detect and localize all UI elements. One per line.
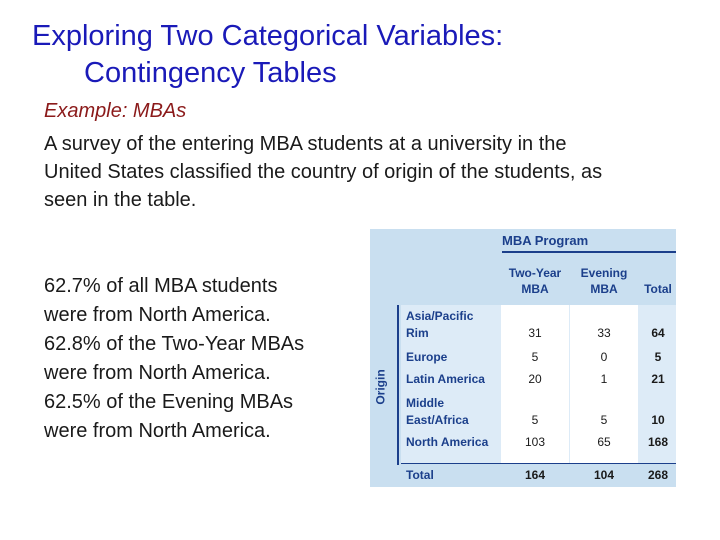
table-row: [406, 349, 676, 365]
finding-line: were from North America.: [44, 362, 271, 384]
table-row: [406, 395, 676, 411]
finding-line: were from North America.: [44, 304, 271, 326]
finding-line: were from North America.: [44, 420, 271, 442]
row-label: Latin America: [406, 372, 485, 386]
slide-title-line-1: Exploring Two Categorical Variables:: [32, 20, 504, 52]
finding-line: 62.5% of the Evening MBAs: [44, 391, 294, 413]
table-row: [406, 412, 676, 428]
table-program-header: MBA Program: [502, 233, 589, 248]
row-label: Asia/Pacific: [406, 309, 474, 323]
column-header-line: MBA: [590, 282, 618, 296]
row-label: Middle: [406, 396, 444, 410]
cell-two-year: 5: [531, 350, 539, 364]
row-label: Rim: [406, 326, 429, 340]
slide-title: [32, 18, 503, 92]
table-row: [406, 325, 676, 341]
finding-line: 62.8% of the Two-Year MBAs: [44, 333, 305, 355]
column-header-line: Two-Year: [508, 266, 562, 280]
origin-label-text: Origin: [374, 369, 388, 405]
column-header-two-year: [501, 265, 569, 297]
cell-two-year: 164: [524, 468, 546, 482]
finding-line: 62.7% of all MBA students: [44, 275, 278, 297]
row-label: East/Africa: [406, 413, 469, 427]
cell-two-year: 5: [531, 413, 539, 427]
cell-evening: 33: [597, 326, 611, 340]
total-rule: [401, 463, 676, 464]
table-row: [406, 371, 676, 387]
intro-text: A survey of the entering MBA students at a university in the United States classified the country of origin of the students, as seen in the table.: [44, 133, 603, 211]
cell-evening: 104: [593, 468, 615, 482]
example-label: Example: MBAs: [44, 100, 187, 122]
cell-two-year: 31: [528, 326, 542, 340]
cell-two-year: 20: [528, 372, 542, 386]
cell-total: 64: [651, 326, 665, 340]
cell-evening: 0: [600, 350, 608, 364]
table-row: [406, 434, 676, 450]
cell-evening: 65: [597, 435, 611, 449]
cell-total: 21: [651, 372, 665, 386]
cell-total: 5: [654, 350, 662, 364]
column-header-line: Evening: [580, 266, 628, 280]
cell-evening: 1: [600, 372, 608, 386]
cell-total: 268: [647, 468, 669, 482]
cell-two-year: 103: [524, 435, 546, 449]
column-header-evening: [570, 265, 638, 297]
row-label: North America: [406, 435, 489, 449]
origin-rule: [397, 305, 399, 465]
contingency-table: [370, 229, 676, 487]
origin-axis-label: [370, 357, 392, 417]
cell-evening: 5: [600, 413, 608, 427]
cell-total: 168: [647, 435, 669, 449]
column-header-total: Total: [644, 282, 672, 296]
program-header-rule: [502, 251, 676, 253]
table-row: [406, 308, 676, 324]
row-label: Europe: [406, 350, 448, 364]
cell-total: 10: [651, 413, 665, 427]
findings-text: [44, 272, 374, 446]
slide-title-line-2: Contingency Tables: [84, 57, 337, 89]
column-header-line: MBA: [521, 282, 549, 296]
row-label: Total: [406, 468, 434, 482]
table-total-row: [406, 467, 676, 483]
